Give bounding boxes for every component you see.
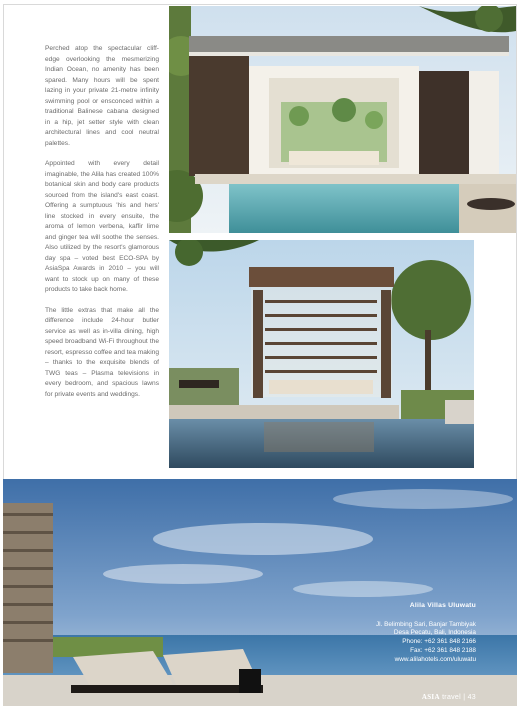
page-number: 43	[467, 694, 476, 701]
resort-name: Alila Villas Uluwatu	[409, 602, 476, 609]
article-body	[45, 44, 159, 410]
article-paragraph-2: Appointed with every detail imaginable, the Alila has created 100% botanical skin and body care products sourced from the island's east coast. Offering a sumptuous 'his and hers' line stocked in every ensuite, the aroma of lemon verbena, kaffir lime and ginger tea will soothe the senses. Also utilized by the resort's glamorous day spa – voted best ECO-SPA by AsiaSpa Awards in 2010 – you will want to stock up on many of these products to take back home.	[45, 160, 159, 293]
section-name: travel	[442, 694, 461, 701]
article-paragraph-1: Perched atop the spectacular cliff-edge overlooking the mesmerizing Indian Ocean, no amenity has been spared. Many hours will be spent lazing in your private 21-metre infinity swimming pool or ensconced within a traditional Balinese cabana designed in a hip, jet setter style with clean architectural lines and cool neutral palettes.	[45, 45, 159, 147]
fax-number: Fax: +62 361 848 2188	[410, 646, 476, 654]
folio-divider: |	[463, 694, 466, 701]
website-link[interactable]: www.alilahotels.com/uluwatu	[394, 655, 476, 663]
address-line-1: Jl. Belimbing Sari, Banjar Tambiyak	[375, 620, 476, 628]
cabana-photo	[169, 240, 474, 468]
magazine-logo: ASIA	[421, 693, 440, 701]
ocean-view-photo	[3, 479, 517, 706]
phone-number: Phone: +62 361 848 2166	[402, 638, 476, 646]
page-folio	[422, 693, 476, 701]
villa-pool-photo	[169, 6, 516, 233]
address-line-2: Desa Pecatu, Bali, Indonesia	[393, 629, 476, 637]
article-paragraph-3: The little extras that make all the difference include 24-hour butler service as well as in-villa dining, high speed broadband Wi-Fi throughout the resort, espresso coffee and tea making – thanks to the exquisite blends of TWG teas – Plasma televisions in every bedroom, and spacious lawns for private events and weddings.	[45, 306, 159, 398]
contact-block	[326, 602, 476, 664]
